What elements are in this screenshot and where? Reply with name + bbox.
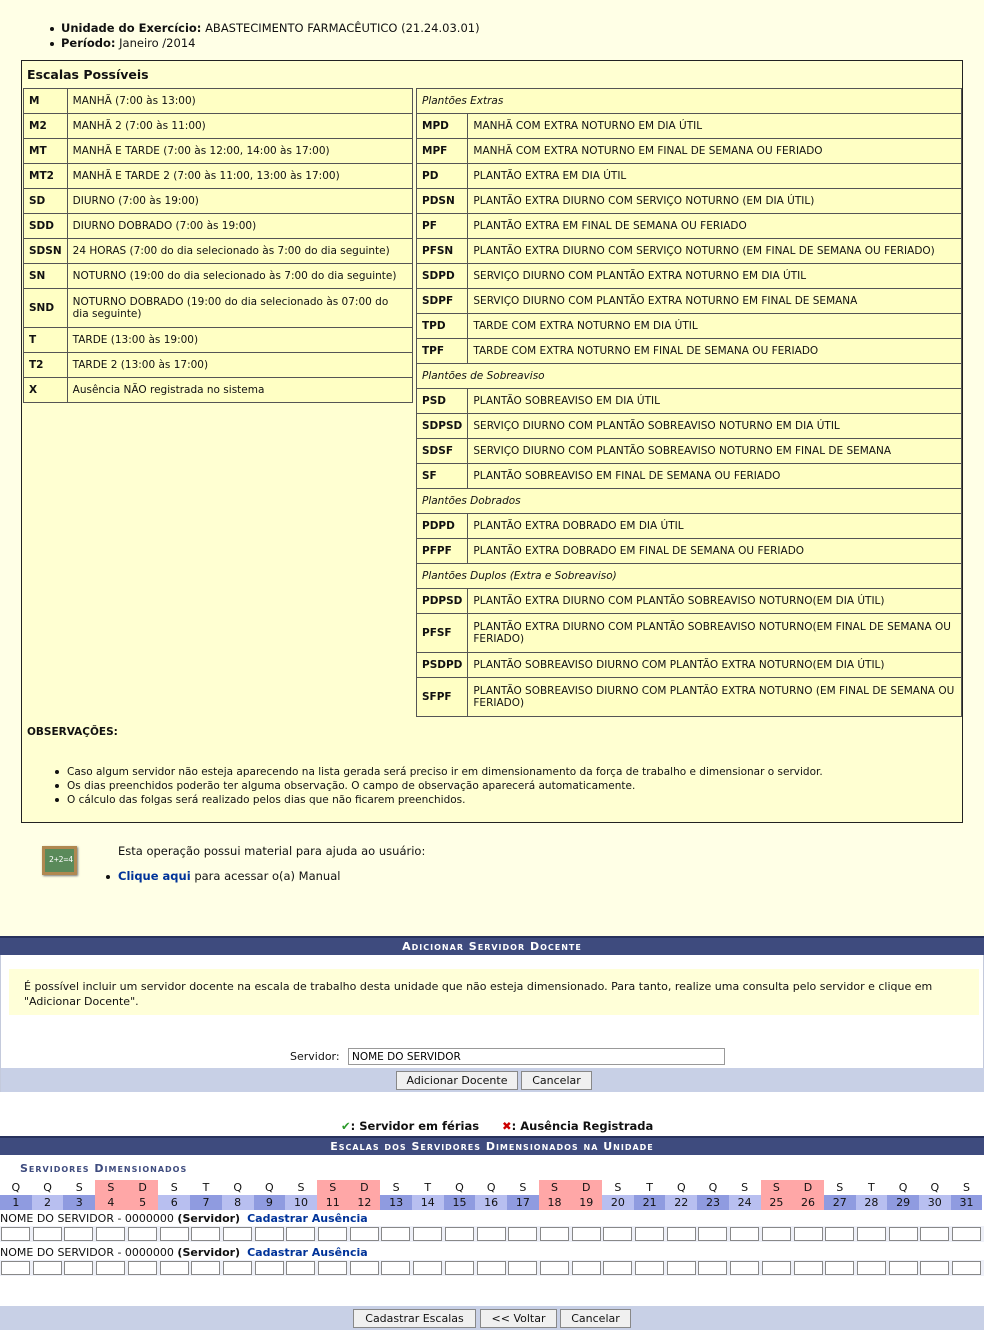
day-number-cell: 18 xyxy=(539,1195,571,1210)
day-number-cell: 31 xyxy=(951,1195,983,1210)
day-number-cell: 20 xyxy=(602,1195,634,1210)
day-input[interactable] xyxy=(1,1261,30,1275)
escala-code: SFPF xyxy=(417,678,468,717)
category-row xyxy=(417,489,962,514)
escala-desc: PLANTÃO EXTRA DOBRADO EM DIA ÚTIL xyxy=(468,514,962,539)
weekday-cell: S xyxy=(317,1180,349,1195)
escala-row xyxy=(417,239,962,264)
check-icon: ✔ xyxy=(341,1119,351,1133)
day-number-row xyxy=(0,1195,984,1210)
server-day-inputs xyxy=(0,1260,984,1276)
escala-code: SDPD xyxy=(417,264,468,289)
escala-code: T xyxy=(24,328,68,353)
weekday-cell: Q xyxy=(222,1180,254,1195)
day-number-cell: 3 xyxy=(63,1195,95,1210)
day-input[interactable] xyxy=(794,1261,823,1275)
weekday-cell: D xyxy=(792,1180,824,1195)
escala-row xyxy=(417,339,962,364)
escala-desc: DIURNO DOBRADO (7:00 às 19:00) xyxy=(67,214,412,239)
escala-desc: TARDE (13:00 às 19:00) xyxy=(67,328,412,353)
day-number-cell: 16 xyxy=(475,1195,507,1210)
day-input[interactable] xyxy=(603,1261,632,1275)
escala-desc: PLANTÃO EXTRA DIURNO COM SERVIÇO NOTURNO (EM DIA ÚTIL) xyxy=(468,189,962,214)
escala-row xyxy=(417,589,962,614)
day-number-cell: 26 xyxy=(792,1195,824,1210)
day-number-cell: 11 xyxy=(317,1195,349,1210)
escala-desc: NOTURNO DOBRADO (19:00 do dia selecionado às 07:00 do dia seguinte) xyxy=(67,289,412,328)
day-input[interactable] xyxy=(445,1227,474,1241)
day-number-cell: 22 xyxy=(665,1195,697,1210)
escala-code: SDPSD xyxy=(417,414,468,439)
escala-row xyxy=(417,214,962,239)
day-number-cell: 2 xyxy=(32,1195,64,1210)
escala-code: SN xyxy=(24,264,68,289)
category-label: Plantões Dobrados xyxy=(417,489,962,514)
escala-code: X xyxy=(24,378,68,403)
adicionar-description: É possível incluir um servidor docente na escala de trabalho desta unidade que não esteja dimensionado. Para tanto, realize uma consulta pelo servidor e clique em "Adicionar Docente". xyxy=(9,969,979,1015)
cadastrar-ausencia-link[interactable]: Cadastrar Ausência xyxy=(247,1212,368,1225)
day-input[interactable] xyxy=(667,1261,696,1275)
day-input[interactable] xyxy=(698,1261,727,1275)
day-input[interactable] xyxy=(255,1261,284,1275)
escala-row xyxy=(417,264,962,289)
day-input[interactable] xyxy=(350,1227,379,1241)
day-input[interactable] xyxy=(508,1261,537,1275)
day-input[interactable] xyxy=(160,1227,189,1241)
escala-desc: TARDE COM EXTRA NOTURNO EM FINAL DE SEMANA OU FERIADO xyxy=(468,339,962,364)
observacoes-list xyxy=(55,765,823,807)
chalkboard-icon xyxy=(42,846,77,875)
escala-desc: SERVIÇO DIURNO COM PLANTÃO EXTRA NOTURNO EM DIA ÚTIL xyxy=(468,264,962,289)
escala-desc: PLANTÃO EXTRA EM FINAL DE SEMANA OU FERIADO xyxy=(468,214,962,239)
weekday-cell: Q xyxy=(475,1180,507,1195)
weekday-cell: Q xyxy=(697,1180,729,1195)
escala-code: SDPF xyxy=(417,289,468,314)
day-number-cell: 21 xyxy=(634,1195,666,1210)
escala-desc: DIURNO (7:00 às 19:00) xyxy=(67,189,412,214)
day-input[interactable] xyxy=(920,1227,949,1241)
escala-desc: MANHÃ E TARDE (7:00 às 12:00, 14:00 às 17:00) xyxy=(67,139,412,164)
escala-desc: PLANTÃO EXTRA DIURNO COM SERVIÇO NOTURNO (EM FINAL DE SEMANA OU FERIADO) xyxy=(468,239,962,264)
day-input[interactable] xyxy=(762,1227,791,1241)
escala-row xyxy=(417,314,962,339)
adicionar-docente-button[interactable]: Adicionar Docente xyxy=(396,1071,518,1090)
voltar-button[interactable]: << Voltar xyxy=(480,1309,557,1328)
info-periodo xyxy=(50,36,480,51)
escala-code: M xyxy=(24,89,68,114)
periodo-label: Período: xyxy=(61,35,116,50)
escala-code: SDSF xyxy=(417,439,468,464)
day-input[interactable] xyxy=(794,1227,823,1241)
weekday-cell: S xyxy=(951,1180,983,1195)
day-input[interactable] xyxy=(33,1261,62,1275)
escala-row xyxy=(417,439,962,464)
escala-desc: NOTURNO (19:00 do dia selecionado às 7:00 do dia seguinte) xyxy=(67,264,412,289)
adicionar-servidor-header: Adicionar Servidor Docente xyxy=(0,936,984,955)
day-input[interactable] xyxy=(223,1261,252,1275)
escala-row xyxy=(417,653,962,678)
weekday-cell: S xyxy=(602,1180,634,1195)
escala-code: PD xyxy=(417,164,468,189)
escala-code: SF xyxy=(417,464,468,489)
escala-desc: MANHÃ (7:00 às 13:00) xyxy=(67,89,412,114)
escala-row xyxy=(24,214,413,239)
escala-row xyxy=(24,289,413,328)
category-row xyxy=(417,89,962,114)
weekday-cell: Q xyxy=(444,1180,476,1195)
weekday-cell: Q xyxy=(919,1180,951,1195)
cadastrar-ausencia-link[interactable]: Cadastrar Ausência xyxy=(247,1246,368,1259)
escala-desc: SERVIÇO DIURNO COM PLANTÃO EXTRA NOTURNO EM FINAL DE SEMANA xyxy=(468,289,962,314)
day-number-cell: 4 xyxy=(95,1195,127,1210)
escala-row xyxy=(417,614,962,653)
escalas-right-table xyxy=(416,88,962,717)
day-input[interactable] xyxy=(64,1261,93,1275)
day-input[interactable] xyxy=(635,1227,664,1241)
escala-desc: TARDE COM EXTRA NOTURNO EM DIA ÚTIL xyxy=(468,314,962,339)
day-input[interactable] xyxy=(508,1227,537,1241)
day-input[interactable] xyxy=(762,1261,791,1275)
escala-code: PFPF xyxy=(417,539,468,564)
day-input[interactable] xyxy=(381,1227,410,1241)
day-number-cell: 28 xyxy=(856,1195,888,1210)
escala-desc: PLANTÃO EXTRA EM DIA ÚTIL xyxy=(468,164,962,189)
escala-row xyxy=(24,89,413,114)
weekday-cell: D xyxy=(570,1180,602,1195)
day-input[interactable] xyxy=(318,1261,347,1275)
day-input[interactable] xyxy=(603,1227,632,1241)
day-number-cell: 13 xyxy=(380,1195,412,1210)
escala-row xyxy=(417,114,962,139)
weekday-header-row xyxy=(0,1180,984,1195)
day-input[interactable] xyxy=(350,1261,379,1275)
escala-row xyxy=(24,164,413,189)
day-input[interactable] xyxy=(667,1227,696,1241)
day-number-cell: 29 xyxy=(887,1195,919,1210)
unidade-label: Unidade do Exercício: xyxy=(61,21,202,35)
server-role: (Servidor) xyxy=(177,1246,241,1259)
server-day-inputs xyxy=(0,1226,984,1242)
escala-desc: SERVIÇO DIURNO COM PLANTÃO SOBREAVISO NOTURNO EM FINAL DE SEMANA xyxy=(468,439,962,464)
escala-code: SDD xyxy=(24,214,68,239)
day-input[interactable] xyxy=(889,1261,918,1275)
escala-code: T2 xyxy=(24,353,68,378)
escala-desc: SERVIÇO DIURNO COM PLANTÃO SOBREAVISO NOTURNO EM DIA ÚTIL xyxy=(468,414,962,439)
day-input[interactable] xyxy=(286,1227,315,1241)
day-input[interactable] xyxy=(857,1261,886,1275)
day-number-cell: 12 xyxy=(349,1195,381,1210)
escala-row xyxy=(417,189,962,214)
servidores-dimensionados-title: Servidores Dimensionados xyxy=(20,1162,188,1175)
weekday-cell: S xyxy=(380,1180,412,1195)
legend-ferias-text: : Servidor em férias xyxy=(350,1119,480,1133)
day-input[interactable] xyxy=(160,1261,189,1275)
escala-row xyxy=(417,139,962,164)
day-number-cell: 23 xyxy=(697,1195,729,1210)
escala-code: PDPSD xyxy=(417,589,468,614)
day-number-cell: 9 xyxy=(254,1195,286,1210)
escala-row xyxy=(417,539,962,564)
day-input[interactable] xyxy=(286,1261,315,1275)
day-input[interactable] xyxy=(825,1227,854,1241)
category-label: Plantões Duplos (Extra e Sobreaviso) xyxy=(417,564,962,589)
day-input[interactable] xyxy=(128,1261,157,1275)
day-input[interactable] xyxy=(191,1227,220,1241)
weekday-cell: Q xyxy=(887,1180,919,1195)
escala-code: PFSN xyxy=(417,239,468,264)
escala-code: TPF xyxy=(417,339,468,364)
day-input[interactable] xyxy=(128,1227,157,1241)
escala-desc: PLANTÃO SOBREAVISO DIURNO COM PLANTÃO EXTRA NOTURNO (EM FINAL DE SEMANA OU FERIADO) xyxy=(468,678,962,717)
escala-code: PDSN xyxy=(417,189,468,214)
escala-row xyxy=(417,464,962,489)
day-input[interactable] xyxy=(445,1261,474,1275)
day-input[interactable] xyxy=(64,1227,93,1241)
day-input[interactable] xyxy=(477,1261,506,1275)
escalas-title: Escalas Possíveis xyxy=(27,67,149,82)
info-list xyxy=(50,21,480,50)
unidade-value: ABASTECIMENTO FARMACÊUTICO (21.24.03.01) xyxy=(205,21,480,35)
day-input[interactable] xyxy=(223,1227,252,1241)
day-input[interactable] xyxy=(889,1227,918,1241)
observacao-item: O cálculo das folgas será realizado pelos dias que não ficarem preenchidos. xyxy=(55,793,823,807)
day-input[interactable] xyxy=(381,1261,410,1275)
legend-ausencia-text: : Ausência Registrada xyxy=(511,1119,654,1133)
periodo-value: Janeiro /2014 xyxy=(119,35,196,50)
escala-row xyxy=(24,114,413,139)
escala-row xyxy=(24,378,413,403)
server-role: (Servidor) xyxy=(177,1212,241,1225)
day-number-cell: 8 xyxy=(222,1195,254,1210)
day-number-cell: 14 xyxy=(412,1195,444,1210)
escala-desc: 24 HORAS (7:00 do dia selecionado às 7:00 do dia seguinte) xyxy=(67,239,412,264)
escala-code: MT2 xyxy=(24,164,68,189)
escala-desc: MANHÃ E TARDE 2 (7:00 às 11:00, 13:00 às 17:00) xyxy=(67,164,412,189)
chalkboard-text: 2+2=4 xyxy=(49,855,74,864)
day-input[interactable] xyxy=(572,1227,601,1241)
escala-row xyxy=(24,328,413,353)
day-input[interactable] xyxy=(730,1227,759,1241)
observacao-item: Caso algum servidor não esteja aparecendo na lista gerada será preciso ir em dimensionamento da força de trabalho e dimensionar o servidor. xyxy=(55,765,823,779)
day-number-cell: 25 xyxy=(761,1195,793,1210)
manual-link[interactable]: Clique aqui xyxy=(118,869,191,883)
day-number-cell: 30 xyxy=(919,1195,951,1210)
day-input[interactable] xyxy=(255,1227,284,1241)
escala-row xyxy=(417,289,962,314)
day-number-cell: 1 xyxy=(0,1195,32,1210)
escala-code: PDPD xyxy=(417,514,468,539)
weekday-cell: S xyxy=(507,1180,539,1195)
weekday-cell: Q xyxy=(665,1180,697,1195)
escala-desc: PLANTÃO SOBREAVISO DIURNO COM PLANTÃO EXTRA NOTURNO(EM DIA ÚTIL) xyxy=(468,653,962,678)
day-number-cell: 19 xyxy=(570,1195,602,1210)
escala-row xyxy=(417,414,962,439)
day-input[interactable] xyxy=(572,1261,601,1275)
weekday-cell: S xyxy=(539,1180,571,1195)
category-label: Plantões Extras xyxy=(417,89,962,114)
escala-code: PSD xyxy=(417,389,468,414)
escala-code: PFSF xyxy=(417,614,468,653)
escala-code: M2 xyxy=(24,114,68,139)
escala-desc: PLANTÃO EXTRA DIURNO COM PLANTÃO SOBREAVISO NOTURNO(EM FINAL DE SEMANA OU FERIADO) xyxy=(468,614,962,653)
escala-desc: PLANTÃO SOBREAVISO EM FINAL DE SEMANA OU FERIADO xyxy=(468,464,962,489)
escala-row xyxy=(24,353,413,378)
weekday-cell: S xyxy=(761,1180,793,1195)
day-number-cell: 17 xyxy=(507,1195,539,1210)
day-input[interactable] xyxy=(635,1261,664,1275)
day-number-cell: 5 xyxy=(127,1195,159,1210)
day-number-cell: 7 xyxy=(190,1195,222,1210)
day-input[interactable] xyxy=(857,1227,886,1241)
servidor-label: Servidor: xyxy=(290,1050,340,1063)
day-number-cell: 15 xyxy=(444,1195,476,1210)
day-number-cell: 24 xyxy=(729,1195,761,1210)
day-input[interactable] xyxy=(96,1261,125,1275)
escala-desc: MANHÃ COM EXTRA NOTURNO EM DIA ÚTIL xyxy=(468,114,962,139)
weekday-cell: Q xyxy=(0,1180,32,1195)
escala-row xyxy=(24,189,413,214)
escala-code: TPD xyxy=(417,314,468,339)
escala-code: MPF xyxy=(417,139,468,164)
escala-code: MPD xyxy=(417,114,468,139)
escala-row xyxy=(417,678,962,717)
day-input[interactable] xyxy=(191,1261,220,1275)
adicionar-button-bar xyxy=(1,1068,984,1092)
weekday-cell: S xyxy=(729,1180,761,1195)
escala-desc: MANHÃ 2 (7:00 às 11:00) xyxy=(67,114,412,139)
weekday-cell: S xyxy=(824,1180,856,1195)
day-input[interactable] xyxy=(1,1227,30,1241)
day-input[interactable] xyxy=(698,1227,727,1241)
cancel-add-button[interactable]: Cancelar xyxy=(521,1071,592,1090)
escala-code: PF xyxy=(417,214,468,239)
x-icon: ✖ xyxy=(502,1119,512,1133)
observacao-item: Os dias preenchidos poderão ter alguma observação. O campo de observação aparecerá automaticamente. xyxy=(55,779,823,793)
weekday-cell: T xyxy=(412,1180,444,1195)
day-input[interactable] xyxy=(540,1227,569,1241)
day-input[interactable] xyxy=(730,1261,759,1275)
day-input[interactable] xyxy=(96,1227,125,1241)
escala-desc: PLANTÃO SOBREAVISO EM DIA ÚTIL xyxy=(468,389,962,414)
escala-desc: MANHÃ COM EXTRA NOTURNO EM FINAL DE SEMANA OU FERIADO xyxy=(468,139,962,164)
escala-code: MT xyxy=(24,139,68,164)
escala-desc: PLANTÃO EXTRA DIURNO COM PLANTÃO SOBREAVISO NOTURNO(EM DIA ÚTIL) xyxy=(468,589,962,614)
manual-link-suffix: para acessar o(a) Manual xyxy=(190,869,341,883)
weekday-cell: T xyxy=(634,1180,666,1195)
weekday-cell: Q xyxy=(254,1180,286,1195)
servidor-input[interactable] xyxy=(348,1048,725,1065)
category-row xyxy=(417,364,962,389)
cancelar-button[interactable]: Cancelar xyxy=(560,1309,631,1328)
weekday-cell: S xyxy=(158,1180,190,1195)
weekday-cell: S xyxy=(285,1180,317,1195)
day-number-cell: 27 xyxy=(824,1195,856,1210)
server-name: NOME DO SERVIDOR - 0000000 (Servidor) Cadastrar Ausência xyxy=(0,1246,368,1259)
weekday-cell: T xyxy=(856,1180,888,1195)
escala-row xyxy=(417,164,962,189)
day-input[interactable] xyxy=(318,1227,347,1241)
info-unidade xyxy=(50,21,480,36)
day-input[interactable] xyxy=(540,1261,569,1275)
weekday-cell: S xyxy=(63,1180,95,1195)
weekday-cell: Q xyxy=(32,1180,64,1195)
day-input[interactable] xyxy=(477,1227,506,1241)
legend-ausencia xyxy=(502,1119,653,1133)
day-input[interactable] xyxy=(825,1261,854,1275)
weekday-cell: D xyxy=(349,1180,381,1195)
escala-row xyxy=(24,139,413,164)
day-input[interactable] xyxy=(920,1261,949,1275)
escala-row xyxy=(24,264,413,289)
observacoes-title: OBSERVAÇÕES: xyxy=(27,726,118,738)
escala-code: SDSN xyxy=(24,239,68,264)
weekday-cell: T xyxy=(190,1180,222,1195)
escala-code: SND xyxy=(24,289,68,328)
adicionar-servidor-panel xyxy=(0,955,984,1092)
escala-row xyxy=(417,389,962,414)
footer-button-bar xyxy=(0,1306,984,1330)
category-label: Plantões de Sobreaviso xyxy=(417,364,962,389)
day-number-cell: 6 xyxy=(158,1195,190,1210)
server-name: NOME DO SERVIDOR - 0000000 (Servidor) Cadastrar Ausência xyxy=(0,1212,368,1225)
escala-desc: Ausência NÃO registrada no sistema xyxy=(67,378,412,403)
help-link-line xyxy=(106,869,340,883)
escala-desc: PLANTÃO EXTRA DOBRADO EM FINAL DE SEMANA OU FERIADO xyxy=(468,539,962,564)
help-text: Esta operação possui material para ajuda ao usuário: xyxy=(118,844,426,858)
day-input[interactable] xyxy=(413,1261,442,1275)
category-row xyxy=(417,564,962,589)
day-input[interactable] xyxy=(952,1261,981,1275)
escala-row xyxy=(24,239,413,264)
weekday-cell: D xyxy=(127,1180,159,1195)
escalas-left-table xyxy=(23,88,413,403)
escala-row xyxy=(417,514,962,539)
cadastrar-escalas-button[interactable]: Cadastrar Escalas xyxy=(353,1309,476,1328)
legend-ferias xyxy=(341,1119,479,1133)
weekday-cell: S xyxy=(95,1180,127,1195)
escala-code: SD xyxy=(24,189,68,214)
day-input[interactable] xyxy=(33,1227,62,1241)
day-number-cell: 10 xyxy=(285,1195,317,1210)
day-input[interactable] xyxy=(952,1227,981,1241)
escala-code: PSDPD xyxy=(417,653,468,678)
escalas-possiveis-box xyxy=(21,60,963,823)
day-input[interactable] xyxy=(413,1227,442,1241)
escalas-servidores-header: Escalas dos Servidores Dimensionados na Unidade xyxy=(0,1136,984,1155)
escala-desc: TARDE 2 (13:00 às 17:00) xyxy=(67,353,412,378)
